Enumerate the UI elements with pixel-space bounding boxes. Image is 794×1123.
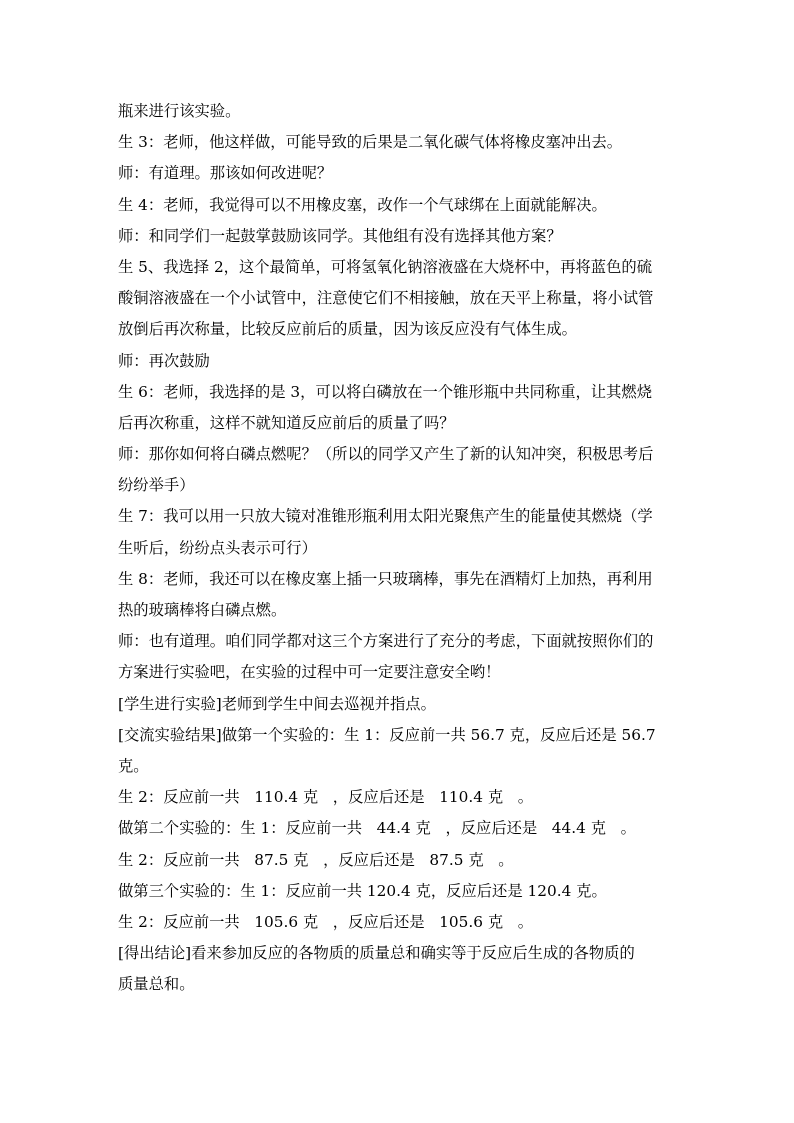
text-line: 方案进行实验吧，在实验的过程中可一定要注意安全哟！ [118,663,501,682]
text-line: 生 5、我选择 2，这个最简单，可将氢氧化钠溶液盛在大烧杯中，再将蓝色的硫 [118,257,652,276]
text-line: 生 3：老师，他这样做，可能导致的后果是二氧化碳气体将橡皮塞冲出去。 [118,133,623,152]
text-line: 质量总和。 [118,975,195,994]
text-line: 生 2：反应前一共 87.5 克 ，反应后还是 87.5 克 。 [118,850,514,869]
text-line: 生 8：老师，我还可以在橡皮塞上插一只玻璃棒，事先在酒精灯上加热，再利用 [118,569,653,588]
text-line: [学生进行实验]老师到学生中间去巡视并指点。 [118,694,436,713]
text-line: [交流实验结果]做第一个实验的：生 1：反应前一共 56.7 克，反应后还是 56.7 [118,725,656,744]
text-line: 师：和同学们一起鼓掌鼓励该同学。其他组有没有选择其他方案？ [118,226,562,245]
text-line: 生 6：老师，我选择的是 3，可以将白磷放在一个锥形瓶中共同称重，让其燃烧 [118,382,652,401]
text-line: 后再次称重，这样不就知道反应前后的质量了吗？ [118,413,455,432]
text-line: 纷纷举手） [118,476,195,495]
text-line: 生 2：反应前一共 110.4 克 ，反应后还是 110.4 克 。 [118,788,534,807]
text-line: 师：再次鼓励 [118,351,210,370]
text-line: [得出结论]看来参加反应的各物质的质量总和确实等于反应后生成的各物质的 [118,944,635,963]
text-line: 生 7：我可以用一只放大镜对准锥形瓶利用太阳光聚焦产生的能量使其燃烧（学 [118,507,653,526]
text-line: 克。 [118,756,149,775]
text-line: 生 4：老师，我觉得可以不用橡皮塞，改作一个气球绑在上面就能解决。 [118,195,607,214]
text-line: 瓶来进行该实验。 [118,102,241,120]
text-line: 做第二个实验的：生 1：反应前一共 44.4 克 ，反应后还是 44.4 克 。 [118,819,636,838]
text-line: 放倒后再次称量，比较反应前后的质量，因为该反应没有气体生成。 [118,320,577,339]
text-line: 酸铜溶液盛在一个小试管中，注意使它们不相接触，放在天平上称量，将小试管 [118,289,654,308]
text-line: 师：也有道理。咱们同学都对这三个方案进行了充分的考虑，下面就按照你们的 [118,632,654,651]
document-body [118,96,678,1000]
text-line: 师：有道理。那该如何改进呢？ [118,164,333,183]
text-line: 师：那你如何将白磷点燃呢？（所以的同学又产生了新的认知冲突，积极思考后 [118,445,654,464]
text-line: 生 2：反应前一共 105.6 克 ，反应后还是 105.6 克 。 [118,912,534,931]
text-line: 热的玻璃棒将白磷点燃。 [118,601,287,619]
text-line: 做第三个实验的：生 1：反应前一共 120.4 克，反应后还是 120.4 克。 [118,881,607,900]
text-line: 生听后，纷纷点头表示可行） [118,538,317,557]
